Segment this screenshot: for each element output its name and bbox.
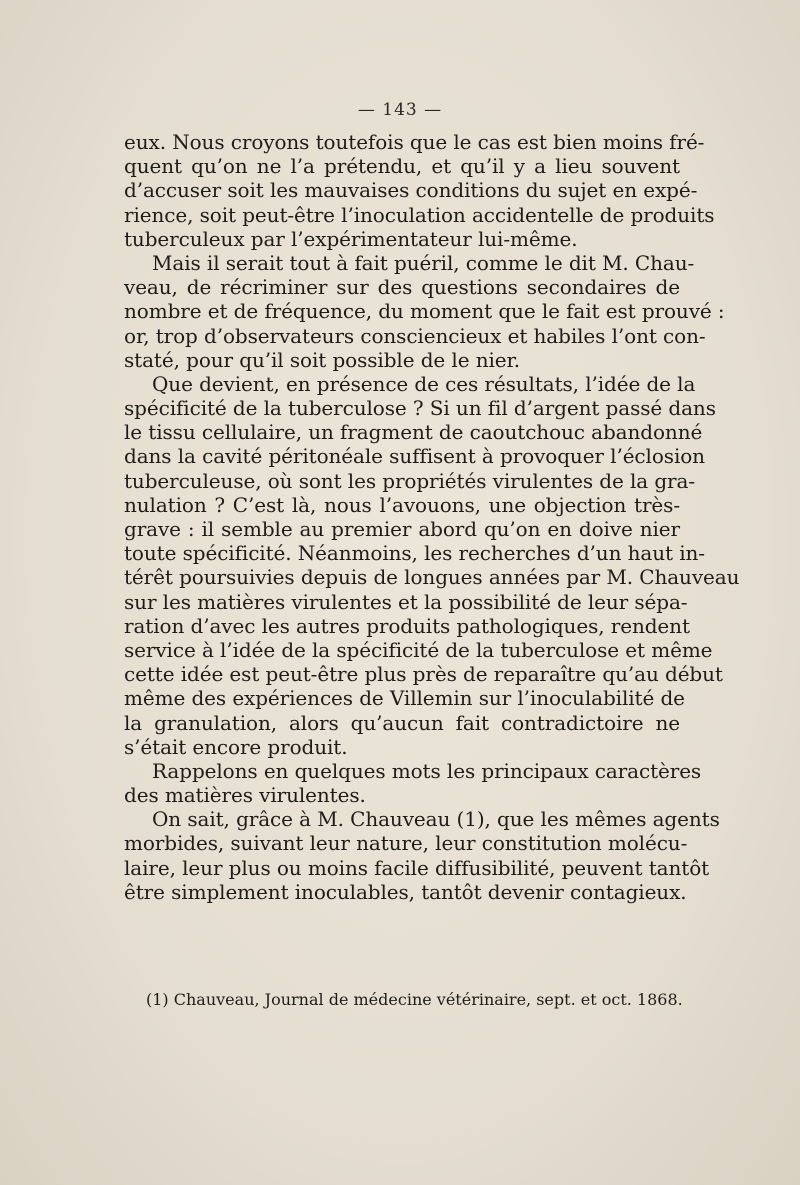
page-number: — 143 — <box>357 100 443 120</box>
text-line: Rappelons en quelques mots les principaux caractères <box>152 758 702 783</box>
text-line: eux. Nous croyons toutefois que le cas est bien moins fré- <box>124 130 705 154</box>
body-text <box>124 130 740 904</box>
text-line: d’accuser soit les mauvaises conditions du sujet en expé- <box>124 178 698 203</box>
text-line: service à l’idée de la spécificité de la tuberculose et même <box>124 637 713 662</box>
text-line: sur les matières virulentes et la possibilité de leur sépa- <box>124 589 688 614</box>
text-line: la granulation, alors qu’aucun fait contradictoire ne <box>124 710 680 735</box>
text-line: quent qu’on ne l’a prétendu, et qu’il y a lieu souvent <box>124 154 680 179</box>
text-line: laire, leur plus ou moins facile diffusibilité, peuvent tantôt <box>124 855 710 880</box>
text-line: spécificité de la tuberculose ? Si un fil d’argent passé dans <box>124 396 716 421</box>
footnote: (1) Chauveau, Journal de médecine vétérinaire, sept. et oct. 1868. <box>146 990 683 1009</box>
text-line: nombre et de fréquence, du moment que le fait est prouvé : <box>124 299 725 324</box>
text-line: nulation ? C’est là, nous l’avouons, une objection très- <box>124 492 680 517</box>
text-line: Que devient, en présence de ces résultats, l’idée de la <box>152 371 696 396</box>
text-line: On sait, grâce à M. Chauveau (1), que les mêmes agents <box>152 807 720 832</box>
text-line: des matières virulentes. <box>124 783 366 808</box>
text-line: tuberculeux par l’expérimentateur lui-même. <box>124 226 578 251</box>
text-line: or, trop d’observateurs consciencieux et habiles l’ont con- <box>124 323 706 348</box>
text-line: rience, soit peut-être l’inoculation accidentelle de produits <box>124 202 715 227</box>
text-line: s’était encore produit. <box>124 734 348 759</box>
text-line: staté, pour qu’il soit possible de le nier. <box>124 347 521 372</box>
text-line: grave : il semble au premier abord qu’on en doive nier <box>124 517 680 541</box>
text-line: ration d’avec les autres produits pathologiques, rendent <box>124 613 690 638</box>
text-line: le tissu cellulaire, un fragment de caoutchouc abandonné <box>124 420 703 445</box>
text-line: térêt poursuivies depuis de longues années par M. Chauveau <box>124 565 740 590</box>
text-line: cette idée est peut-être plus près de reparaître qu’au début <box>124 662 723 687</box>
text-line: morbides, suivant leur nature, leur constitution molécu- <box>124 831 688 856</box>
text-line: Mais il serait tout à fait puéril, comme le dit M. Chau- <box>152 250 695 275</box>
text-line: tuberculeuse, où sont les propriétés virulentes de la gra- <box>124 468 695 493</box>
text-line: être simplement inoculables, tantôt devenir contagieux. <box>124 879 687 904</box>
text-line: veau, de récriminer sur des questions secondaires de <box>124 275 680 300</box>
text-line: même des expériences de Villemin sur l’inoculabilité de <box>124 686 685 711</box>
text-line: dans la cavité péritonéale suffisent à provoquer l’éclosion <box>124 444 705 469</box>
text-line: toute spécificité. Néanmoins, les recherches d’un haut in- <box>124 541 705 566</box>
